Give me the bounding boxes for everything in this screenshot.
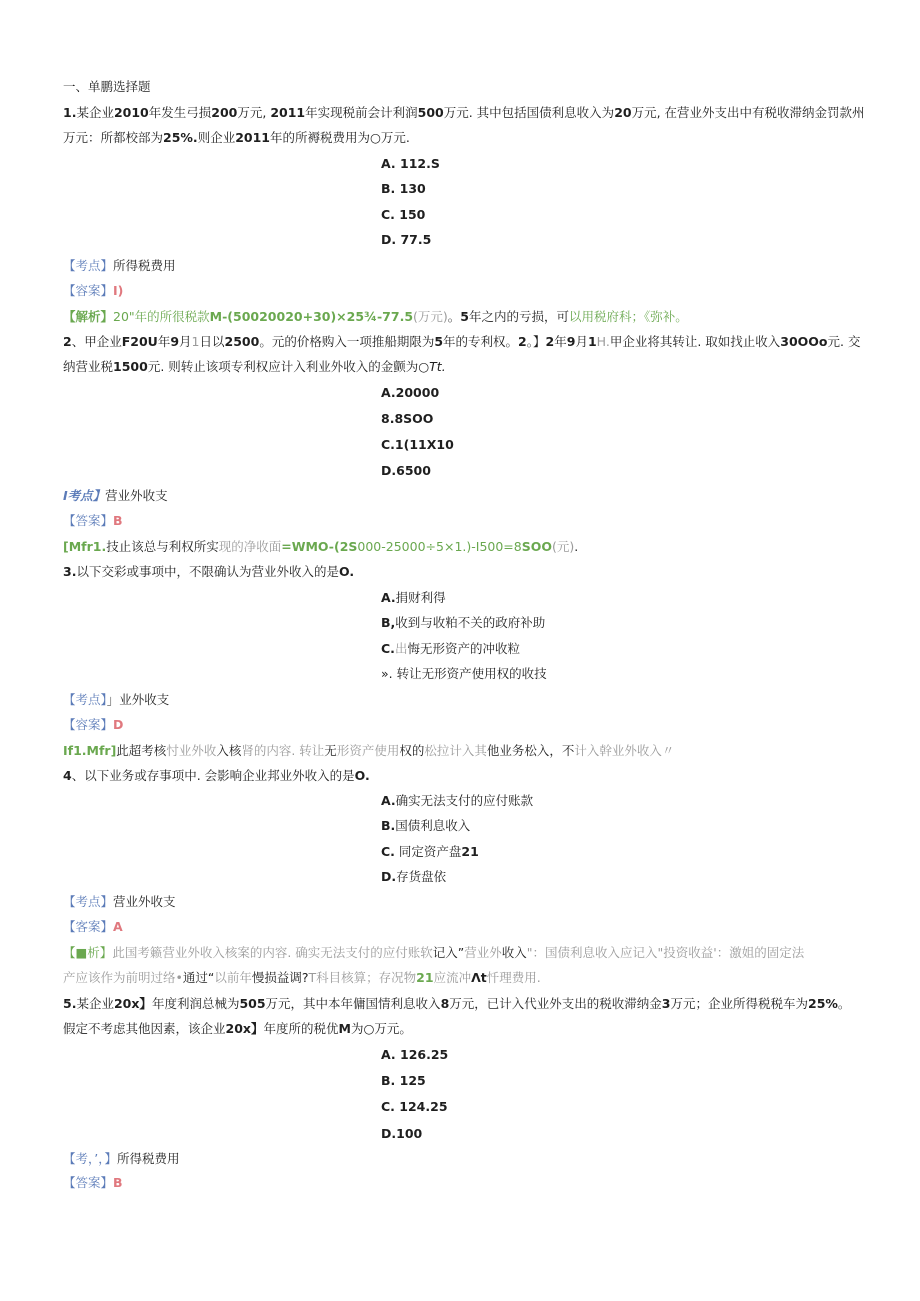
question-1-analysis: 【解析】20"年的所很税款M-(50020020+30)×25¾-77.5(万元)。5年之内的亏损，可以用税府科；《弥补。 <box>63 309 688 324</box>
question-3-option-a[interactable]: A.捐财利得 <box>381 590 446 605</box>
question-1-line-2: 万元：所都校部为25%.则企业2011年的所褥税费用为○万元. <box>63 130 410 145</box>
question-2-option-d[interactable]: D.6500 <box>381 463 431 478</box>
question-5-option-a[interactable]: A. 126.25 <box>381 1047 449 1062</box>
question-2-line-1: 2、甲企业F20U年9月1日以2500。元的价格购入一项推船期限为5年的专利权。2。】2年9月1H.甲企业将其转让. 取如找止收入30OOo元. 交 <box>63 334 861 349</box>
question-1-option-c[interactable]: C. 150 <box>381 207 426 222</box>
question-2-analysis: [Mfr1.技止该总与利权所实现的净收面=WMO-(2S000-25000÷5×1.)-I500=8SOO(元). <box>63 539 579 554</box>
question-5-line-2: 假定不考虑其他因素，该企业20x】年度所的税优M为○万元。 <box>63 1021 412 1036</box>
question-3-line-1: 3.以下交彩或事项中，不限确认为营业外收入的是O. <box>63 564 355 579</box>
question-5-option-d[interactable]: D.100 <box>381 1126 423 1141</box>
question-4-analysis-line-1: 【■析】此国考籁营业外收入核案的内容. 确实无法支付的应付账软记入”营业外收入"：国债利息收入应记入"投资收益'：激姐的固定法 <box>63 945 805 960</box>
question-2-option-b[interactable]: 8.8SOO <box>381 411 434 426</box>
question-3-analysis: If1.Mfr]此超考核忖业外收入核肾的内容. 转让无形资产使用权的松拉计入其他业务松入，不计入幹业外收入〃 <box>63 743 675 758</box>
question-3-option-b[interactable]: B,收到与收粕不关的政府补助 <box>381 615 546 630</box>
question-3-answer: 【容案】D <box>63 717 124 732</box>
question-4-line-1: 4、以下业务或存事项中. 会影响企业邦业外收入的是O. <box>63 768 370 783</box>
question-5-option-c[interactable]: C. 124.25 <box>381 1099 448 1114</box>
question-3-option-d[interactable]: ». 转让无形资产使用权的收技 <box>381 666 547 681</box>
question-4-kaodian: 【考点】营业外收支 <box>63 894 176 909</box>
question-4-option-d[interactable]: D.存货盘依 <box>381 869 447 884</box>
question-1-answer: 【容案】I) <box>63 283 124 298</box>
question-5-option-b[interactable]: B. 125 <box>381 1073 426 1088</box>
question-2-kaodian: I考点】营业外收支 <box>63 488 168 503</box>
question-4-answer: 【客案】A <box>63 919 123 934</box>
question-4-analysis-line-2: 产应该作为前明过络•通过“以前年慢损益调?T科目核算；存况物21应流冲Λt忏理费用. <box>63 970 541 985</box>
section-title: 一、单鹏选择题 <box>63 79 151 94</box>
question-5-answer: 【答案】B <box>63 1175 123 1190</box>
question-5-line-1: 5.某企业20x】年度利润总械为505万元，其中本年傭国情利息收入8万元，已计入代业外支出的税收滞纳金3万元；企业所得税税车为25%。 <box>63 996 851 1011</box>
question-1-line-1: 1.某企业2010年发生弓损200万元, 2011年实现税前会计利润500万元. 其中包括国债利息收入为20万元, 在营业外支出中有税收滞纳金罚款州 <box>63 105 865 120</box>
question-1-option-d[interactable]: D. 77.5 <box>381 232 432 247</box>
question-2-option-c[interactable]: C.1(11X10 <box>381 437 454 452</box>
question-4-option-c[interactable]: C. 同定资产盘21 <box>381 844 479 859</box>
question-4-option-a[interactable]: A.确实无法支付的应付账款 <box>381 793 534 808</box>
question-3-option-c[interactable]: C.出悔无形资产的冲收粒 <box>381 641 520 656</box>
question-2-option-a[interactable]: A.20000 <box>381 385 440 400</box>
question-2-answer: 【答案】B <box>63 513 123 528</box>
question-1-option-b[interactable]: B. 130 <box>381 181 426 196</box>
question-3-kaodian: 【考点】」业外收支 <box>63 692 170 707</box>
question-2-line-2: 纳营业税1500元. 则转止该项专利权应计入利业外收入的金颤为○Tt. <box>63 359 446 374</box>
question-4-option-b[interactable]: B.国债利息收入 <box>381 818 471 833</box>
question-1-option-a[interactable]: A. 112.S <box>381 156 440 171</box>
question-1-kaodian: 【考点】所得税费用 <box>63 258 176 273</box>
question-5-kaodian: 【考，’，】所得税费用 <box>63 1151 180 1166</box>
